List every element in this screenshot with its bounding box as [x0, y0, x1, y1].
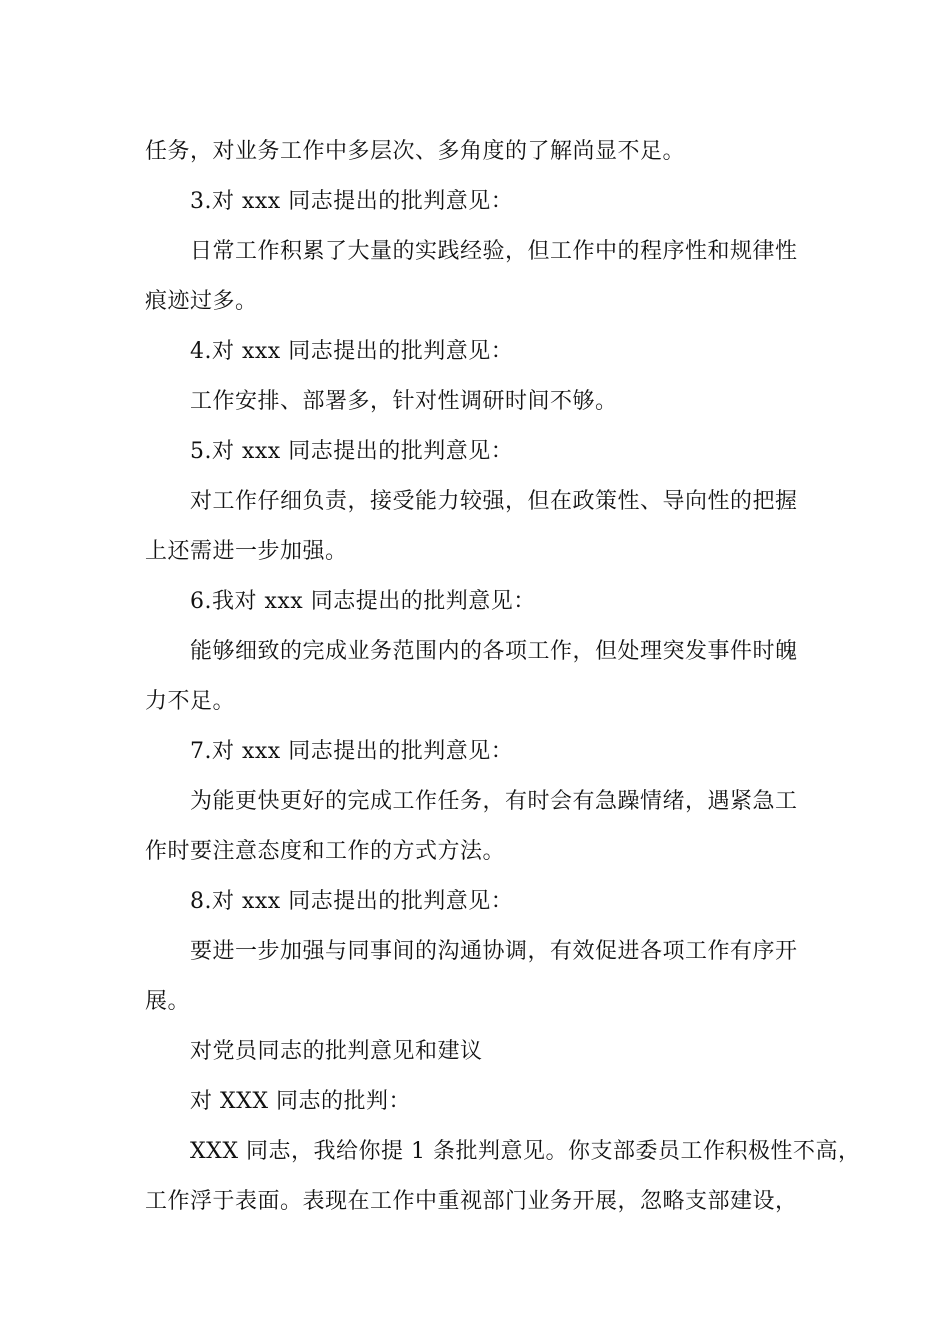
text-line: 工作安排、部署多，针对性调研时间不够。: [190, 389, 618, 414]
item-heading: 对 XXX 同志的批判：: [190, 1089, 411, 1114]
text-line: 痕迹过多。: [145, 289, 258, 314]
text-line: 力不足。: [145, 689, 236, 714]
text-line: 展。: [145, 989, 191, 1014]
item-heading: 5.对 xxx 同志提出的批判意见：: [190, 439, 514, 464]
text-line: XXX 同志，我给你提 1 条批判意见。你支部委员工作积极性不高，: [190, 1139, 861, 1164]
text-line: 要进一步加强与同事间的沟通协调，有效促进各项工作有序开: [190, 939, 798, 964]
text-line: 为能更快更好的完成工作任务，有时会有急躁情绪，遇紧急工: [190, 789, 798, 814]
text-line: 能够细致的完成业务范围内的各项工作，但处理突发事件时魄: [190, 639, 798, 664]
item-heading: 7.对 xxx 同志提出的批判意见：: [190, 739, 514, 764]
item-heading: 3.对 xxx 同志提出的批判意见：: [190, 189, 514, 214]
item-heading: 6.我对 xxx 同志提出的批判意见：: [190, 589, 536, 614]
text-line: 任务，对业务工作中多层次、多角度的了解尚显不足。: [145, 139, 686, 164]
text-line: 工作浮于表面。表现在工作中重视部门业务开展，忽略支部建设，: [145, 1189, 798, 1214]
item-heading: 8.对 xxx 同志提出的批判意见：: [190, 889, 514, 914]
section-heading: 对党员同志的批判意见和建议: [190, 1039, 483, 1064]
text-line: 上还需进一步加强。: [145, 539, 348, 564]
text-line: 作时要注意态度和工作的方式方法。: [145, 839, 506, 864]
text-line: 对工作仔细负责，接受能力较强，但在政策性、导向性的把握: [190, 489, 798, 514]
text-line: 日常工作积累了大量的实践经验，但工作中的程序性和规律性: [190, 239, 798, 264]
item-heading: 4.对 xxx 同志提出的批判意见：: [190, 339, 514, 364]
